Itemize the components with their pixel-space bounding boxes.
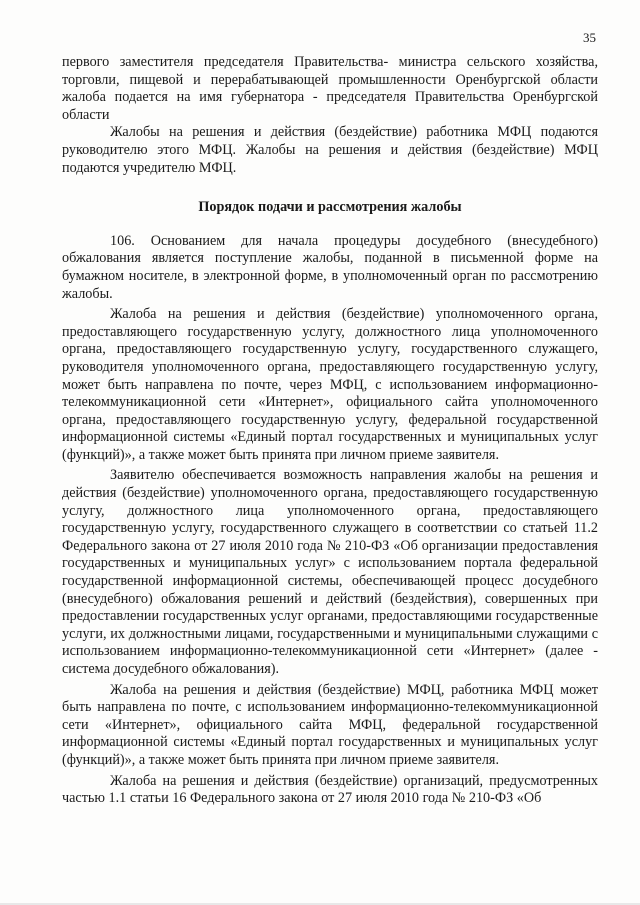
paragraph-authority-complaint: Жалоба на решения и действия (бездействие) уполномоченного органа, предоставляющего государственную услугу, должностного лица уполномоченного органа, предоставляющего государственную услугу, государственного служащего, руководителя уполномоченного органа, предоставляющего государственную услугу, может быть направлена по почте, через МФЦ, с использованием информационно-телекоммуникационной сети «Интернет», официального сайта уполномоченного органа, предоставляющего государственную услугу, федеральной государственной информационной системы «Единый портал государственных и муниципальных услуг (функций)», а также может быть принята при личном приеме заявителя. <box>62 306 598 463</box>
section-heading: Порядок подачи и рассмотрения жалобы <box>198 199 462 216</box>
paragraph-mfc-complaints: Жалобы на решения и действия (бездействие) работника МФЦ подаются руководителю этого МФЦ. Жалобы на решения и действия (бездействие) МФЦ подаются учредителю МФЦ. <box>62 124 598 176</box>
paragraph-organizations-complaint: Жалоба на решения и действия (бездействие) организаций, предусмотренных частью 1.1 статьи 16 Федерального закона от 27 июля 2010 года № 210-ФЗ «Об <box>62 772 598 807</box>
document-body <box>62 54 598 808</box>
page-number: 35 <box>583 30 596 45</box>
paragraph-mfc-complaint-channels: Жалоба на решения и действия (бездействие) МФЦ, работника МФЦ может быть направлена по почте, с использованием информационно-телекоммуникационной сети «Интернет», официального сайта МФЦ, федеральной государственной информационной системы «Единый портал государственных и муниципальных услуг (функций)», а также может быть принята при личном приеме заявителя. <box>62 681 598 768</box>
paragraph-applicant-right: Заявителю обеспечивается возможность направления жалобы на решения и действия (бездействие) уполномоченного органа, предоставляющего государственную услугу, должностного лица уполномоченного органа, предоставляющего государственную услугу, государственного служащего в соответствии со статьей 11.2 Федерального закона от 27 июля 2010 года № 210-ФЗ «Об организации предоставления государственных и муниципальных услуг» с использованием портала федеральной государственной информационной системы, обеспечивающей процесс досудебного (внесудебного) обжалования решений и действий (бездействия), совершенных при предоставлении государственных услуг органами, предоставляющими государственные услуги, их должностными лицами, государственными и муниципальными служащими с использованием информационно-телекоммуникационной сети «Интернет» (далее - система досудебного обжалования). <box>62 467 598 677</box>
paragraph-continuation: первого заместителя председателя Правительства- министра сельского хозяйства, торговли, пищевой и перерабатывающей промышленности Оренбургской области жалоба подается на имя губернатора - председателя Правительства Оренбургской области <box>62 54 598 123</box>
paragraph-106: 106. Основанием для начала процедуры досудебного (внесудебного) обжалования является поступление жалобы, поданной в письменной форме на бумажном носителе, в электронной форме, в уполномоченный орган по рассмотрению жалобы. <box>62 232 598 302</box>
